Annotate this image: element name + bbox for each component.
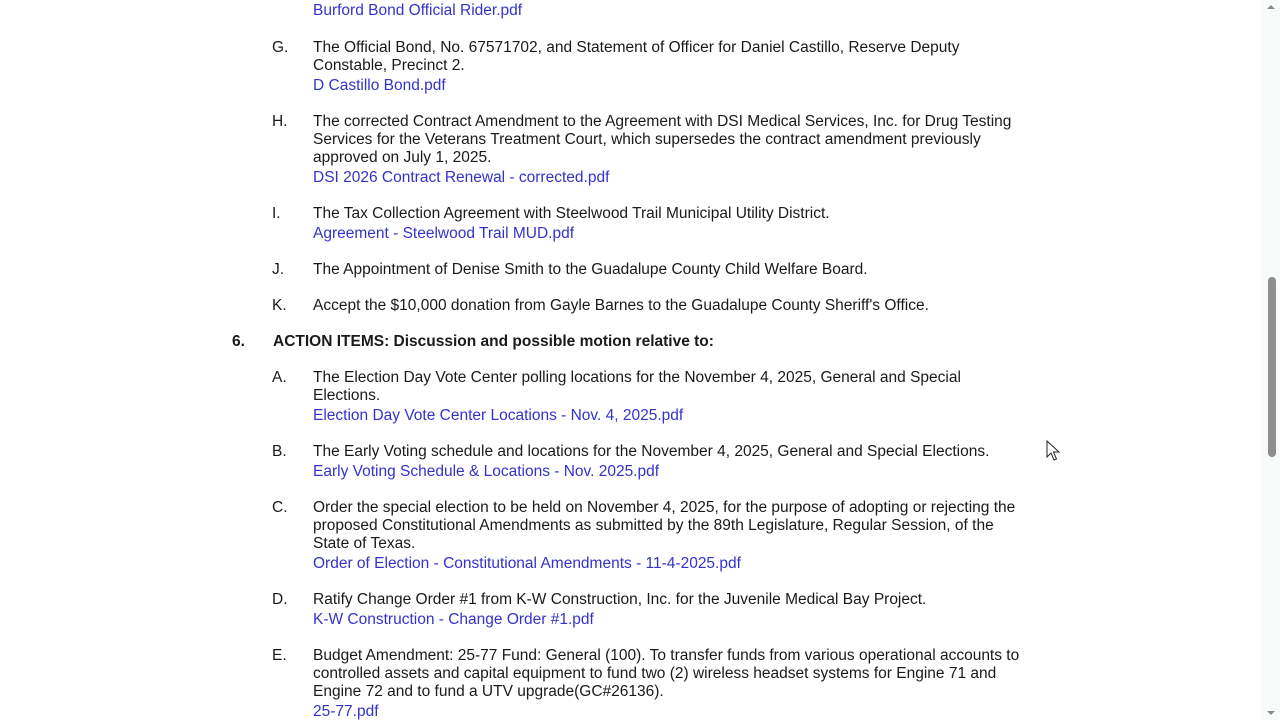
section-title: ACTION ITEMS: Discussion and possible motion relative to: <box>273 333 714 350</box>
item-description: The Appointment of Denise Smith to the Guadalupe County Child Welfare Board. <box>313 261 868 278</box>
attachment-link[interactable]: 25-77.pdf <box>313 703 379 720</box>
attachment-link-burford-bond[interactable]: Burford Bond Official Rider.pdf <box>313 2 523 19</box>
attachment-link[interactable]: Agreement - Steelwood Trail MUD.pdf <box>313 225 575 242</box>
action-item-a <box>272 369 1032 425</box>
agenda-item-h <box>272 113 1032 187</box>
item-letter: I. <box>272 205 281 222</box>
item-description: The Official Bond, No. 67571702, and Statement of Officer for Daniel Castillo, Reserve Deputy Constable, Precinct 2. <box>313 39 960 74</box>
agenda-item-i <box>272 205 1032 243</box>
item-description: Ratify Change Order #1 from K-W Construction, Inc. for the Juvenile Medical Bay Project. <box>313 591 927 608</box>
item-description: Accept the $10,000 donation from Gayle Barnes to the Guadalupe County Sheriff's Office. <box>313 297 929 314</box>
attachment-link[interactable]: D Castillo Bond.pdf <box>313 77 446 94</box>
item-letter: D. <box>272 591 288 608</box>
item-letter: G. <box>272 39 289 56</box>
item-letter: J. <box>272 261 285 278</box>
section-number: 6. <box>232 333 245 350</box>
item-letter: H. <box>272 113 288 130</box>
item-description: The Election Day Vote Center polling locations for the November 4, 2025, General and Special Elections. <box>313 369 961 404</box>
item-description: The Tax Collection Agreement with Steelwood Trail Municipal Utility District. <box>313 205 830 222</box>
item-letter: B. <box>272 443 287 460</box>
item-description: The Early Voting schedule and locations for the November 4, 2025, General and Special Elections. <box>313 443 990 460</box>
attachment-link[interactable]: K-W Construction - Change Order #1.pdf <box>313 611 594 628</box>
agenda-item-g <box>272 39 1032 95</box>
attachment-link[interactable]: DSI 2026 Contract Renewal - corrected.pdf <box>313 169 610 186</box>
vertical-scrollbar[interactable] <box>1262 0 1280 720</box>
scrollbar-thumb[interactable] <box>1268 277 1276 457</box>
section-heading-action-items <box>232 333 1032 351</box>
item-description: Budget Amendment: 25-77 Fund: General (100). To transfer funds from various operational accounts to controlled assets and capital equipment to fund two (2) wireless headset systems for Engine 71 and Engine 72 and to fund a UTV upgrade(GC#26136). <box>313 647 1020 700</box>
item-letter: C. <box>272 499 288 516</box>
item-letter: A. <box>272 369 287 386</box>
item-description: The corrected Contract Amendment to the Agreement with DSI Medical Services, Inc. for Drug Testing Services for the Veterans Treatment Court, which supersedes the contract amendment previously approved on July 1, 2025. <box>313 113 1012 166</box>
item-description: Order the special election to be held on November 4, 2025, for the purpose of adopting or rejecting the proposed Constitutional Amendments as submitted by the 89th Legislature, Regular Session, of the State of Texas. <box>313 499 1016 552</box>
action-item-e <box>272 647 1032 720</box>
scroll-down-arrow-icon[interactable] <box>1267 711 1275 715</box>
scroll-up-arrow-icon[interactable] <box>1267 5 1275 9</box>
attachment-link[interactable]: Early Voting Schedule & Locations - Nov. 2025.pdf <box>313 463 660 480</box>
item-letter: E. <box>272 647 287 664</box>
attachment-link[interactable]: Election Day Vote Center Locations - Nov. 4, 2025.pdf <box>313 407 684 424</box>
agenda-item-j <box>272 261 1032 279</box>
attachment-link[interactable]: Order of Election - Constitutional Amendments - 11-4-2025.pdf <box>313 555 741 572</box>
item-letter: K. <box>272 297 287 314</box>
action-item-b <box>272 443 1032 481</box>
action-item-c <box>272 499 1032 573</box>
agenda-item-k <box>272 297 1032 315</box>
action-item-d <box>272 591 1032 629</box>
